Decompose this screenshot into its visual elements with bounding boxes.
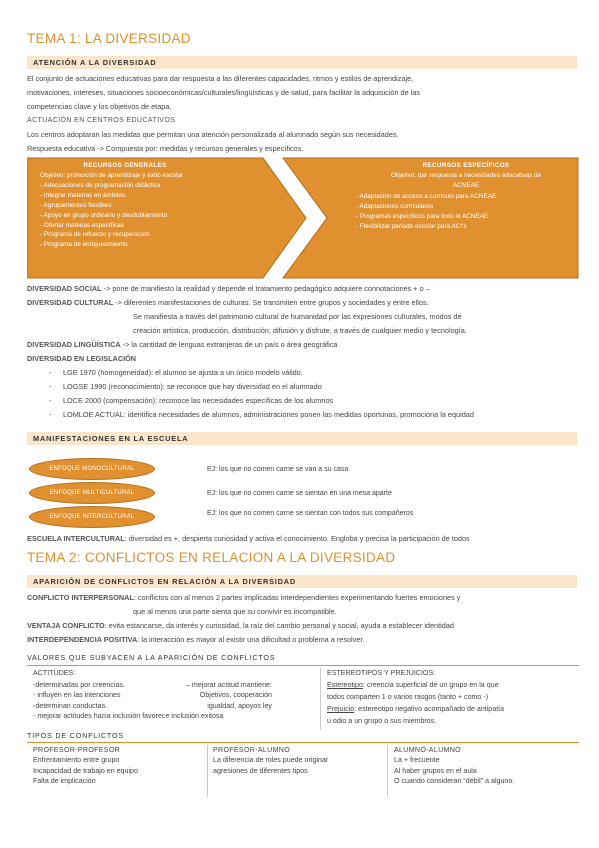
atencion-heading: ATENCIÓN A LA DIVERSIDAD <box>27 56 577 69</box>
valores-heading: VALORES QUE SUBYACEN A LA APARICIÓN DE CONFLICTOS <box>27 653 276 662</box>
tipos-divider-2 <box>387 745 388 797</box>
tipo-item: La + frecuente <box>394 756 440 765</box>
atencion-text-3: competencias clave y los objetivos de etapa. <box>27 102 172 111</box>
ley-item <box>49 410 589 424</box>
enfoque-monocultural-oval: ENFOQUE MONOCULTURAL <box>29 458 155 480</box>
recursos-especificos-item: - Adaptación de acceso a currículo para ACNEAE <box>356 192 497 200</box>
recursos-especificos-objective-2: ACNEAE <box>452 181 480 189</box>
cultural-extra-1: Se manifiesta a través del patrimonio cultural de humanidad por las expresiones culturales, modos de <box>133 312 462 321</box>
ley-name: LOGSE 1990 <box>63 382 107 391</box>
tipos-divider <box>27 742 579 743</box>
tipo-item: Enfrentamiento entre grupo <box>33 756 120 765</box>
estereotipo-text: : creencia superficial de un grupo en la que <box>362 681 499 689</box>
recursos-generales-box <box>40 161 270 250</box>
tipo-profesor-alumno-list <box>213 755 383 776</box>
ley-text: (reconocimiento): se reconoce que hay diversidad en el alumnado <box>106 382 322 391</box>
actitudes-title: ACTITUDES: <box>33 669 76 677</box>
actitudes-right-list <box>186 680 272 711</box>
tipo-alumno-alumno <box>394 745 579 786</box>
recursos-generales-item: - Programa de refuerzo y recuperación <box>40 231 150 239</box>
tipo-alumno-alumno-list <box>394 755 579 786</box>
actitudes-right-item: igualdad, apoyos ley <box>207 701 272 710</box>
conflicto-text-2: que al menos una parte sienta que su convivir es incompatible. <box>133 607 337 616</box>
tipo-item: Incapacidad de trabajo en equipo <box>33 766 138 775</box>
tipos-heading: TIPOS DE CONFLICTOS <box>27 731 124 740</box>
tipo-alumno-alumno-title: ALUMNO-ALUMNO <box>394 746 461 754</box>
recursos-especificos-box <box>356 161 576 231</box>
diversidad-social-text: -> pone de manifiesto la realidad y depende el tratamiento pedagógico adquiere connotaciones + o – <box>101 284 430 293</box>
recursos-generales-item: - Ofertar materias específicas <box>40 221 124 229</box>
recursos-generales-list <box>40 171 270 250</box>
ley-bullet: - <box>49 396 52 405</box>
ley-bullet: - <box>49 410 52 419</box>
tipo-item: La diferencia de roles puede originar <box>213 756 329 765</box>
actuacion-text: Los centros adoptaran las medidas que permitan una atención personalizada al alumnado según sus necesidades. <box>27 130 399 139</box>
aparicion-heading: APARICIÓN DE CONFLICTOS EN RELACIÓN A LA DIVERSIDAD <box>27 575 577 588</box>
recursos-especificos-item: - Programas específicos para todo el ACNEAE <box>356 212 489 220</box>
estereotipo-label: Estereotipo <box>327 681 363 689</box>
ventaja-conflicto <box>27 621 579 631</box>
estereotipos-title: ESTEREOTIPOS Y PREJUICIOS: <box>327 669 436 677</box>
ley-name: LGE 1970 <box>63 368 96 377</box>
leyes-list <box>49 368 589 424</box>
atencion-text-1: El conjunto de actuaciones educativas para dar respuesta a las diferentes capacidades, ritmos y estilos de aprendizaje, <box>27 74 414 83</box>
recursos-generales-title: RECURSOS GENERALES <box>83 162 167 169</box>
recursos-especificos-title: RECURSOS ESPECÍFICOS <box>422 162 510 169</box>
diversidad-linguistica <box>27 340 579 350</box>
diversidad-linguistica-text: -> la cantidad de lenguas extranjeras de un país o área geográfica <box>120 340 338 349</box>
ley-text: (homogeneidad): el alumno se ajusta a un único modelo válido. <box>95 368 303 377</box>
valores-divider <box>27 665 579 666</box>
enfoque-multicultural-ej: EJ: los que no comen carne se sientan en una mesa aparte <box>207 490 392 497</box>
diversidad-social-label: DIVERSIDAD SOCIAL <box>27 284 102 293</box>
actitudes-right-item: – mejorar actitud mantiene: <box>186 681 272 689</box>
recursos-generales-item: - Adecuaciones de programación didáctica <box>40 181 161 189</box>
recursos-generales-item: - Agrupamientos flexibles <box>40 201 112 209</box>
estereotipo-text-2: todos comparten 1 o varios rasgos (tanto + como -) <box>327 693 489 701</box>
diversidad-cultural-text: -> diferentes manifestaciones de culturas. Se transmiten entre grupos y sociedades y entre ellos. <box>113 298 429 307</box>
tema2-title: TEMA 2: CONFLICTOS EN RELACION A LA DIVERSIDAD <box>27 550 396 565</box>
actitudes-left-item: -determinan conductas. <box>33 701 108 710</box>
actitudes-left-item: - mejorar actitudes hacia inclusión favorece inclusión exitosa <box>33 711 224 720</box>
tipo-item: Falta de implicación <box>33 776 96 785</box>
legislacion-label: DIVERSIDAD EN LEGISLACIÓN <box>27 354 137 363</box>
atencion-text-2: motivaciones, intereses, situaciones socioeconómicas/culturales/lingüísticas y de salud, para facilitar la adquisición de las <box>27 88 421 97</box>
diversidad-linguistica-label: DIVERSIDAD LINGÜÍSTICA <box>27 340 121 349</box>
respuesta-text: Respuesta educativa -> Compuesta por: medidas y recursos generales y específicos. <box>27 144 304 153</box>
valores-column-divider <box>320 668 321 730</box>
ley-item <box>49 396 589 410</box>
enfoque-monocultural-ej: EJ: los que no comen carne se van a su casa <box>207 466 349 473</box>
tipo-item: agresiones de diferentes tipos <box>213 766 308 775</box>
conflicto-text: : conflictos con al menos 2 partes implicadas interdependientes experimentando fuertes emociones y <box>133 593 461 602</box>
interdependencia-text: : la interacción es mayor al existir una dificultad o problema a resolver. <box>137 635 365 644</box>
enfoque-intercultural-oval: ENFOQUE INTERCULTURAL <box>29 506 155 528</box>
recursos-especificos-objective-1: Objetivo: dar respuesta a necesidades educativas de <box>390 171 542 179</box>
ley-item <box>49 382 589 396</box>
ley-bullet: - <box>49 382 52 391</box>
actuacion-heading: ACTUACIÓN EN CENTROS EDUCATIVOS <box>27 117 176 124</box>
ley-name: LOCE 2000 <box>63 396 102 405</box>
tipos-divider-1 <box>207 745 208 797</box>
recursos-generales-item: - Apoyo en grupo ordinario y desdoblamiento <box>40 211 168 219</box>
conflicto-label: CONFLICTO INTERPERSONAL <box>27 593 134 602</box>
enfoque-multicultural-oval: ENFOQUE MULTICULTURAL <box>29 482 155 504</box>
prejuicio-text: : estereotipo negativo acompañado de antipatía <box>354 705 505 713</box>
cultural-extra-2: creación artística, producción, distribución, difusión y disfrute, a través de cualquier medio y tecnología. <box>133 326 467 335</box>
tipo-profesor-alumno-title: PROFESOR-ALUMNO <box>213 746 291 754</box>
prejuicio-line <box>327 704 582 714</box>
recursos-generales-item: - Programa de enriquecimiento <box>40 241 128 249</box>
tipo-profesor-profesor-list <box>33 755 203 786</box>
recursos-generales-item: Objetivo: promoción de aprendizaje y éxito escolar <box>40 171 184 179</box>
tipo-item: Al haber grupos en el aula <box>394 766 477 775</box>
ventaja-label: VENTAJA CONFLICTO <box>27 621 105 630</box>
manifestaciones-heading: MANIFESTACIONES EN LA ESCUELA <box>27 432 577 445</box>
diversidad-cultural <box>27 298 579 308</box>
escuela-intercultural-text: : diversidad es +, despierta curiosidad y activa el conocimiento. Engloba y precisa la participación de todos <box>124 534 470 543</box>
interdependencia-positiva <box>27 635 579 645</box>
ley-text: ACTUAL: identifica necesidades de alumnos, administraciones ponen las medidas oportunas, promociona la equidad <box>93 410 474 419</box>
recursos-especificos-list <box>356 192 576 232</box>
recursos-especificos-item: - Adaptaciones curriculares <box>356 202 434 210</box>
diversidad-social <box>27 284 579 294</box>
ley-text: (compensación): reconoce las necesidades específicas de los alumnos <box>101 396 334 405</box>
escuela-intercultural-label: ESCUELA INTERCULTURAL <box>27 534 125 543</box>
estereotipo-line <box>327 680 582 690</box>
actitudes-left-item: - influyen en las intenciones <box>33 691 121 700</box>
tipo-profesor-profesor <box>33 745 203 786</box>
ventaja-text: : evita estancarse, da interés y curiosidad, la raíz del cambio personal y social, ayuda a establecer identidad <box>104 621 454 630</box>
escuela-intercultural <box>27 534 579 544</box>
recursos-generales-item: - Integrar materias en ámbitos <box>40 191 126 199</box>
tema1-title: TEMA 1: LA DIVERSIDAD <box>27 31 191 46</box>
tipo-profesor-alumno <box>213 745 383 776</box>
actitudes-right-item: Objetivos, cooperación <box>199 691 272 700</box>
actitudes-left-item: -determinadas por creencias. <box>33 681 125 689</box>
conflicto-interpersonal <box>27 593 579 603</box>
prejuicio-text-2: u odio a un grupo o sus miembros. <box>327 717 437 725</box>
recursos-especificos-item: - Flexibilizar periodo escolar para ACI's <box>356 222 467 230</box>
ley-item <box>49 368 589 382</box>
tipo-profesor-profesor-title: PROFESOR-PROFESOR <box>33 746 121 754</box>
diversidad-cultural-label: DIVERSIDAD CULTURAL <box>27 298 114 307</box>
prejuicio-label: Prejuicio <box>327 705 355 713</box>
tipo-item: O cuando consideran “débil” a alguno. <box>394 776 515 785</box>
enfoque-intercultural-ej: EJ: los que no comen carne se sientan con todos sus compañeros <box>207 510 414 517</box>
ley-name: LOMLOE <box>63 410 94 419</box>
interdependencia-label: INTERDEPENDENCIA POSITIVA <box>27 635 138 644</box>
ley-bullet: - <box>49 368 52 377</box>
